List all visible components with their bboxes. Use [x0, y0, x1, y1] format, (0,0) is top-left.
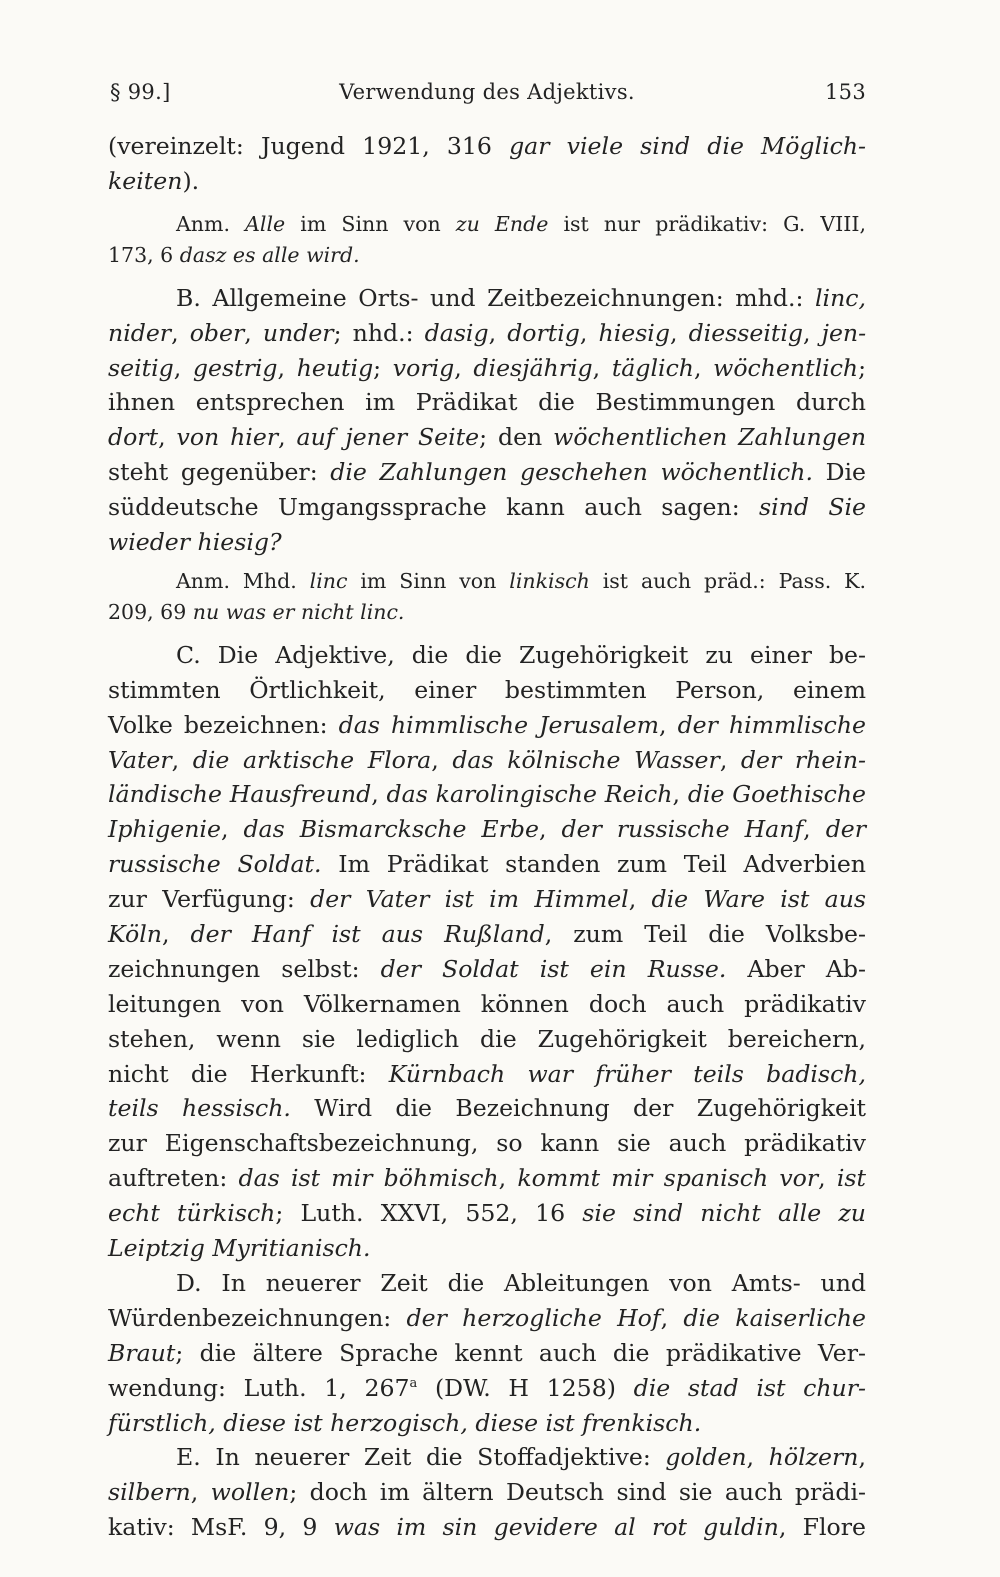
text-line: steht gegenüber: die Zahlungen geschehen wöchentlich. Die — [108, 458, 866, 487]
text-line: zur Verfügung: der Vater ist im Himmel, die Ware ist aus — [108, 885, 867, 914]
text-line: Leiptzig Myritianisch. — [108, 1234, 371, 1263]
text-line: wieder hiesig? — [108, 528, 282, 557]
text-line: D. In neuerer Zeit die Ableitungen von Amts- und — [176, 1268, 866, 1297]
text-line: kativ: MsF. 9, 9 was im sin gevidere al rot guldin, Flore — [108, 1513, 866, 1542]
text-line: C. Die Adjektive, die die Zugehörigkeit zu einer be- — [176, 640, 866, 669]
text-line: 173, 6 dasz es alle wird. — [108, 242, 360, 267]
text-line: Anm. Mhd. linc im Sinn von linkisch ist auch präd.: Pass. K. — [176, 568, 866, 593]
text-line: Volke bezeichnen: das himmlische Jerusalem, der himmlische — [108, 710, 866, 739]
text-line: leitungen von Völkernamen können doch auch prädikativ — [108, 989, 866, 1018]
note-anm-2 — [108, 566, 866, 628]
page-body — [108, 129, 866, 1545]
text-line: ihnen entsprechen im Prädikat die Bestimmungen durch — [108, 388, 866, 417]
text-line: keiten). — [108, 166, 200, 195]
section-b — [108, 281, 866, 560]
text-line: B. Allgemeine Orts- und Zeitbezeichnungen: mhd.: linc, — [176, 283, 866, 312]
page-number: 153 — [825, 80, 866, 104]
text-line: russische Soldat. Im Prädikat standen zum Teil Adverbien — [108, 850, 866, 879]
text-line: nider, ober, under; nhd.: dasig, dortig, hiesig, diesseitig, jen- — [108, 318, 867, 347]
text-line: zur Eigenschaftsbezeichnung, so kann sie auch prädikativ — [108, 1129, 866, 1158]
text-line: Anm. Alle im Sinn von zu Ende ist nur prädikativ: G. VIII, — [176, 211, 866, 236]
text-line: (vereinzelt: Jugend 1921, 316 gar viele sind die Möglich- — [108, 132, 866, 160]
text-line: Vater, die arktische Flora, das kölnische Wasser, der rhein- — [108, 745, 867, 774]
text-line: stehen, wenn sie lediglich die Zugehörigkeit bereichern, — [108, 1024, 866, 1053]
text-line: fürstlich, diese ist herzogisch, diese ist frenkisch. — [108, 1408, 702, 1437]
text-line: E. In neuerer Zeit die Stoffadjektive: golden, hölzern, — [176, 1443, 866, 1472]
text-line: 209, 69 nu was er nicht linc. — [108, 599, 405, 624]
text-line: seitig, gestrig, heutig; vorig, diesjährig, täglich, wöchentlich; — [108, 353, 867, 382]
section-d — [108, 1266, 866, 1440]
section-reference: § 99.] — [110, 80, 171, 104]
running-header — [108, 80, 866, 116]
text-line: Köln, der Hanf ist aus Rußland, zum Teil die Volksbe- — [108, 920, 866, 949]
paragraph-intro — [108, 129, 866, 199]
section-e — [108, 1440, 866, 1545]
text-line: teils hessisch. Wird die Bezeichnung der Zugehörigkeit — [108, 1094, 866, 1123]
running-title: Verwendung des Adjektivs. — [339, 80, 635, 104]
text-line: süddeutsche Umgangssprache kann auch sagen: sind Sie — [108, 493, 867, 522]
text-line: stimmten Örtlichkeit, einer bestimmten Person, einem — [108, 675, 866, 704]
text-line: Würdenbezeichnungen: der herzogliche Hof, die kaiserliche — [108, 1303, 866, 1332]
text-line: zeichnungen selbst: der Soldat ist ein Russe. Aber Ab- — [108, 954, 867, 983]
section-c — [108, 638, 866, 1266]
text-line: Iphigenie, das Bismarcksche Erbe, der russische Hanf, der — [108, 815, 867, 844]
text-line: Braut; die ältere Sprache kennt auch die prädikative Ver- — [108, 1338, 866, 1367]
text-line: ländische Hausfreund, das karolingische Reich, die Goethische — [108, 780, 866, 809]
text-line: nicht die Herkunft: Kürnbach war früher teils badisch, — [108, 1059, 866, 1088]
text-line: echt türkisch; Luth. XXVI, 552, 16 sie sind nicht alle zu — [108, 1199, 866, 1228]
text-line: dort, von hier, auf jener Seite; den wöchentlichen Zahlungen — [108, 423, 867, 452]
text-line: wendung: Luth. 1, 267$^a$ (DW. H 1258) die stad ist chur- — [108, 1373, 866, 1402]
text-line: auftreten: das ist mir böhmisch, kommt mir spanisch vor, ist — [108, 1164, 867, 1193]
note-anm-1 — [108, 209, 866, 271]
text-line: silbern, wollen; doch im ältern Deutsch sind sie auch prädi- — [108, 1478, 867, 1507]
